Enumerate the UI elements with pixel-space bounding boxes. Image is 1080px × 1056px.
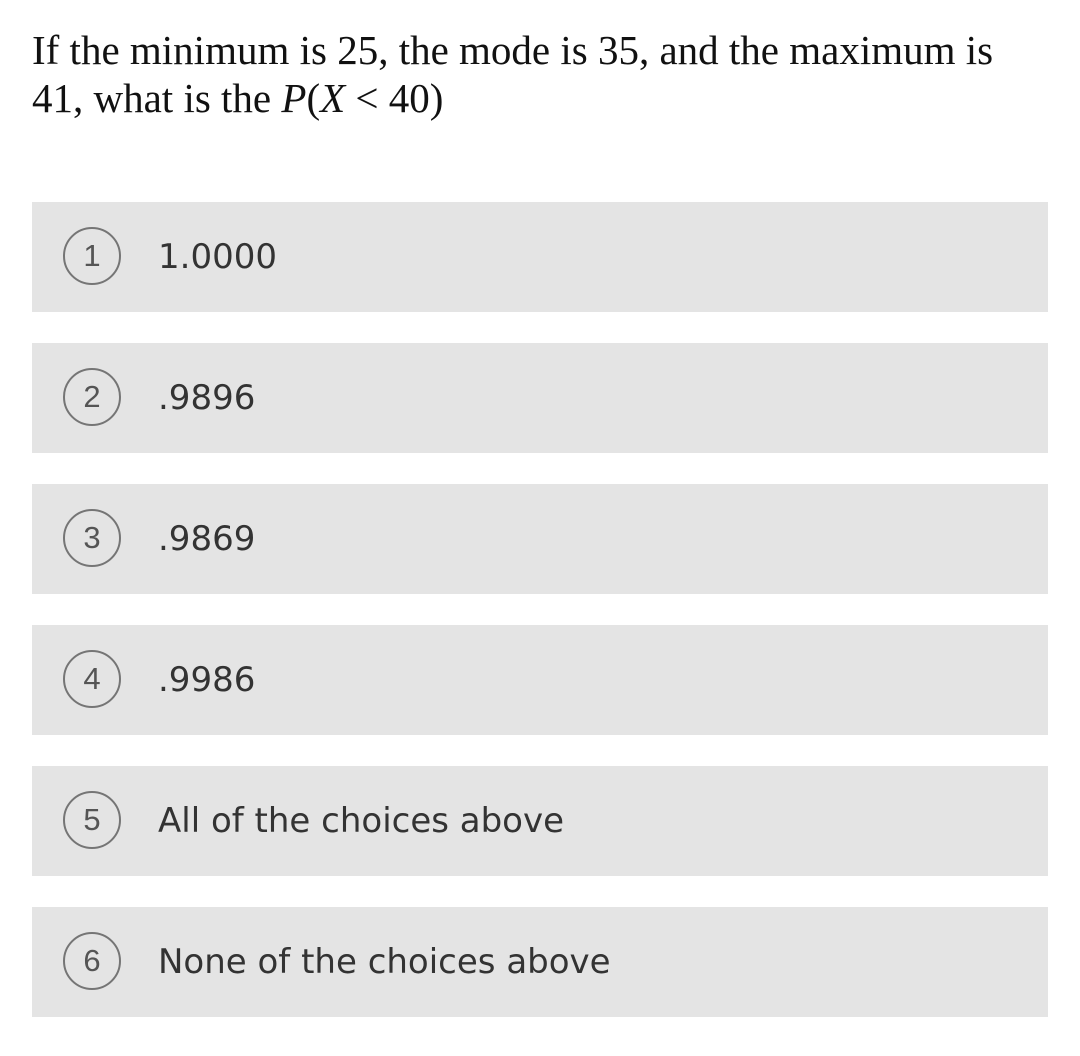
- option-label: All of the choices above: [158, 801, 565, 841]
- option-label: .9986: [158, 660, 256, 700]
- option-number-badge: 2: [63, 368, 121, 426]
- question-prefix: If the minimum is 25, the mode is 35, and the maximum is 41, what is the: [32, 27, 994, 121]
- option-label: 1.0000: [158, 237, 277, 277]
- math-less-than: <: [345, 75, 389, 121]
- option-number-badge: 3: [63, 509, 121, 567]
- math-open-paren: (: [306, 75, 321, 121]
- math-variable: X: [320, 75, 346, 121]
- option-label: .9896: [158, 378, 256, 418]
- option-label: .9869: [158, 519, 256, 559]
- math-close-paren: ): [429, 75, 444, 121]
- option-label: None of the choices above: [158, 942, 611, 982]
- question-text: [32, 26, 1042, 122]
- option-number-badge: 1: [63, 227, 121, 285]
- answer-option-1[interactable]: [32, 202, 1048, 312]
- option-number-badge: 5: [63, 791, 121, 849]
- option-number-badge: 6: [63, 932, 121, 990]
- option-number-badge: 4: [63, 650, 121, 708]
- answer-option-5[interactable]: [32, 766, 1048, 876]
- math-expression: [281, 75, 443, 121]
- answer-option-4[interactable]: [32, 625, 1048, 735]
- math-value: 40: [388, 75, 430, 121]
- answer-option-6[interactable]: [32, 907, 1048, 1017]
- answer-option-2[interactable]: [32, 343, 1048, 453]
- math-probability-symbol: P: [281, 75, 307, 121]
- answer-option-3[interactable]: [32, 484, 1048, 594]
- answer-options: [32, 202, 1048, 1017]
